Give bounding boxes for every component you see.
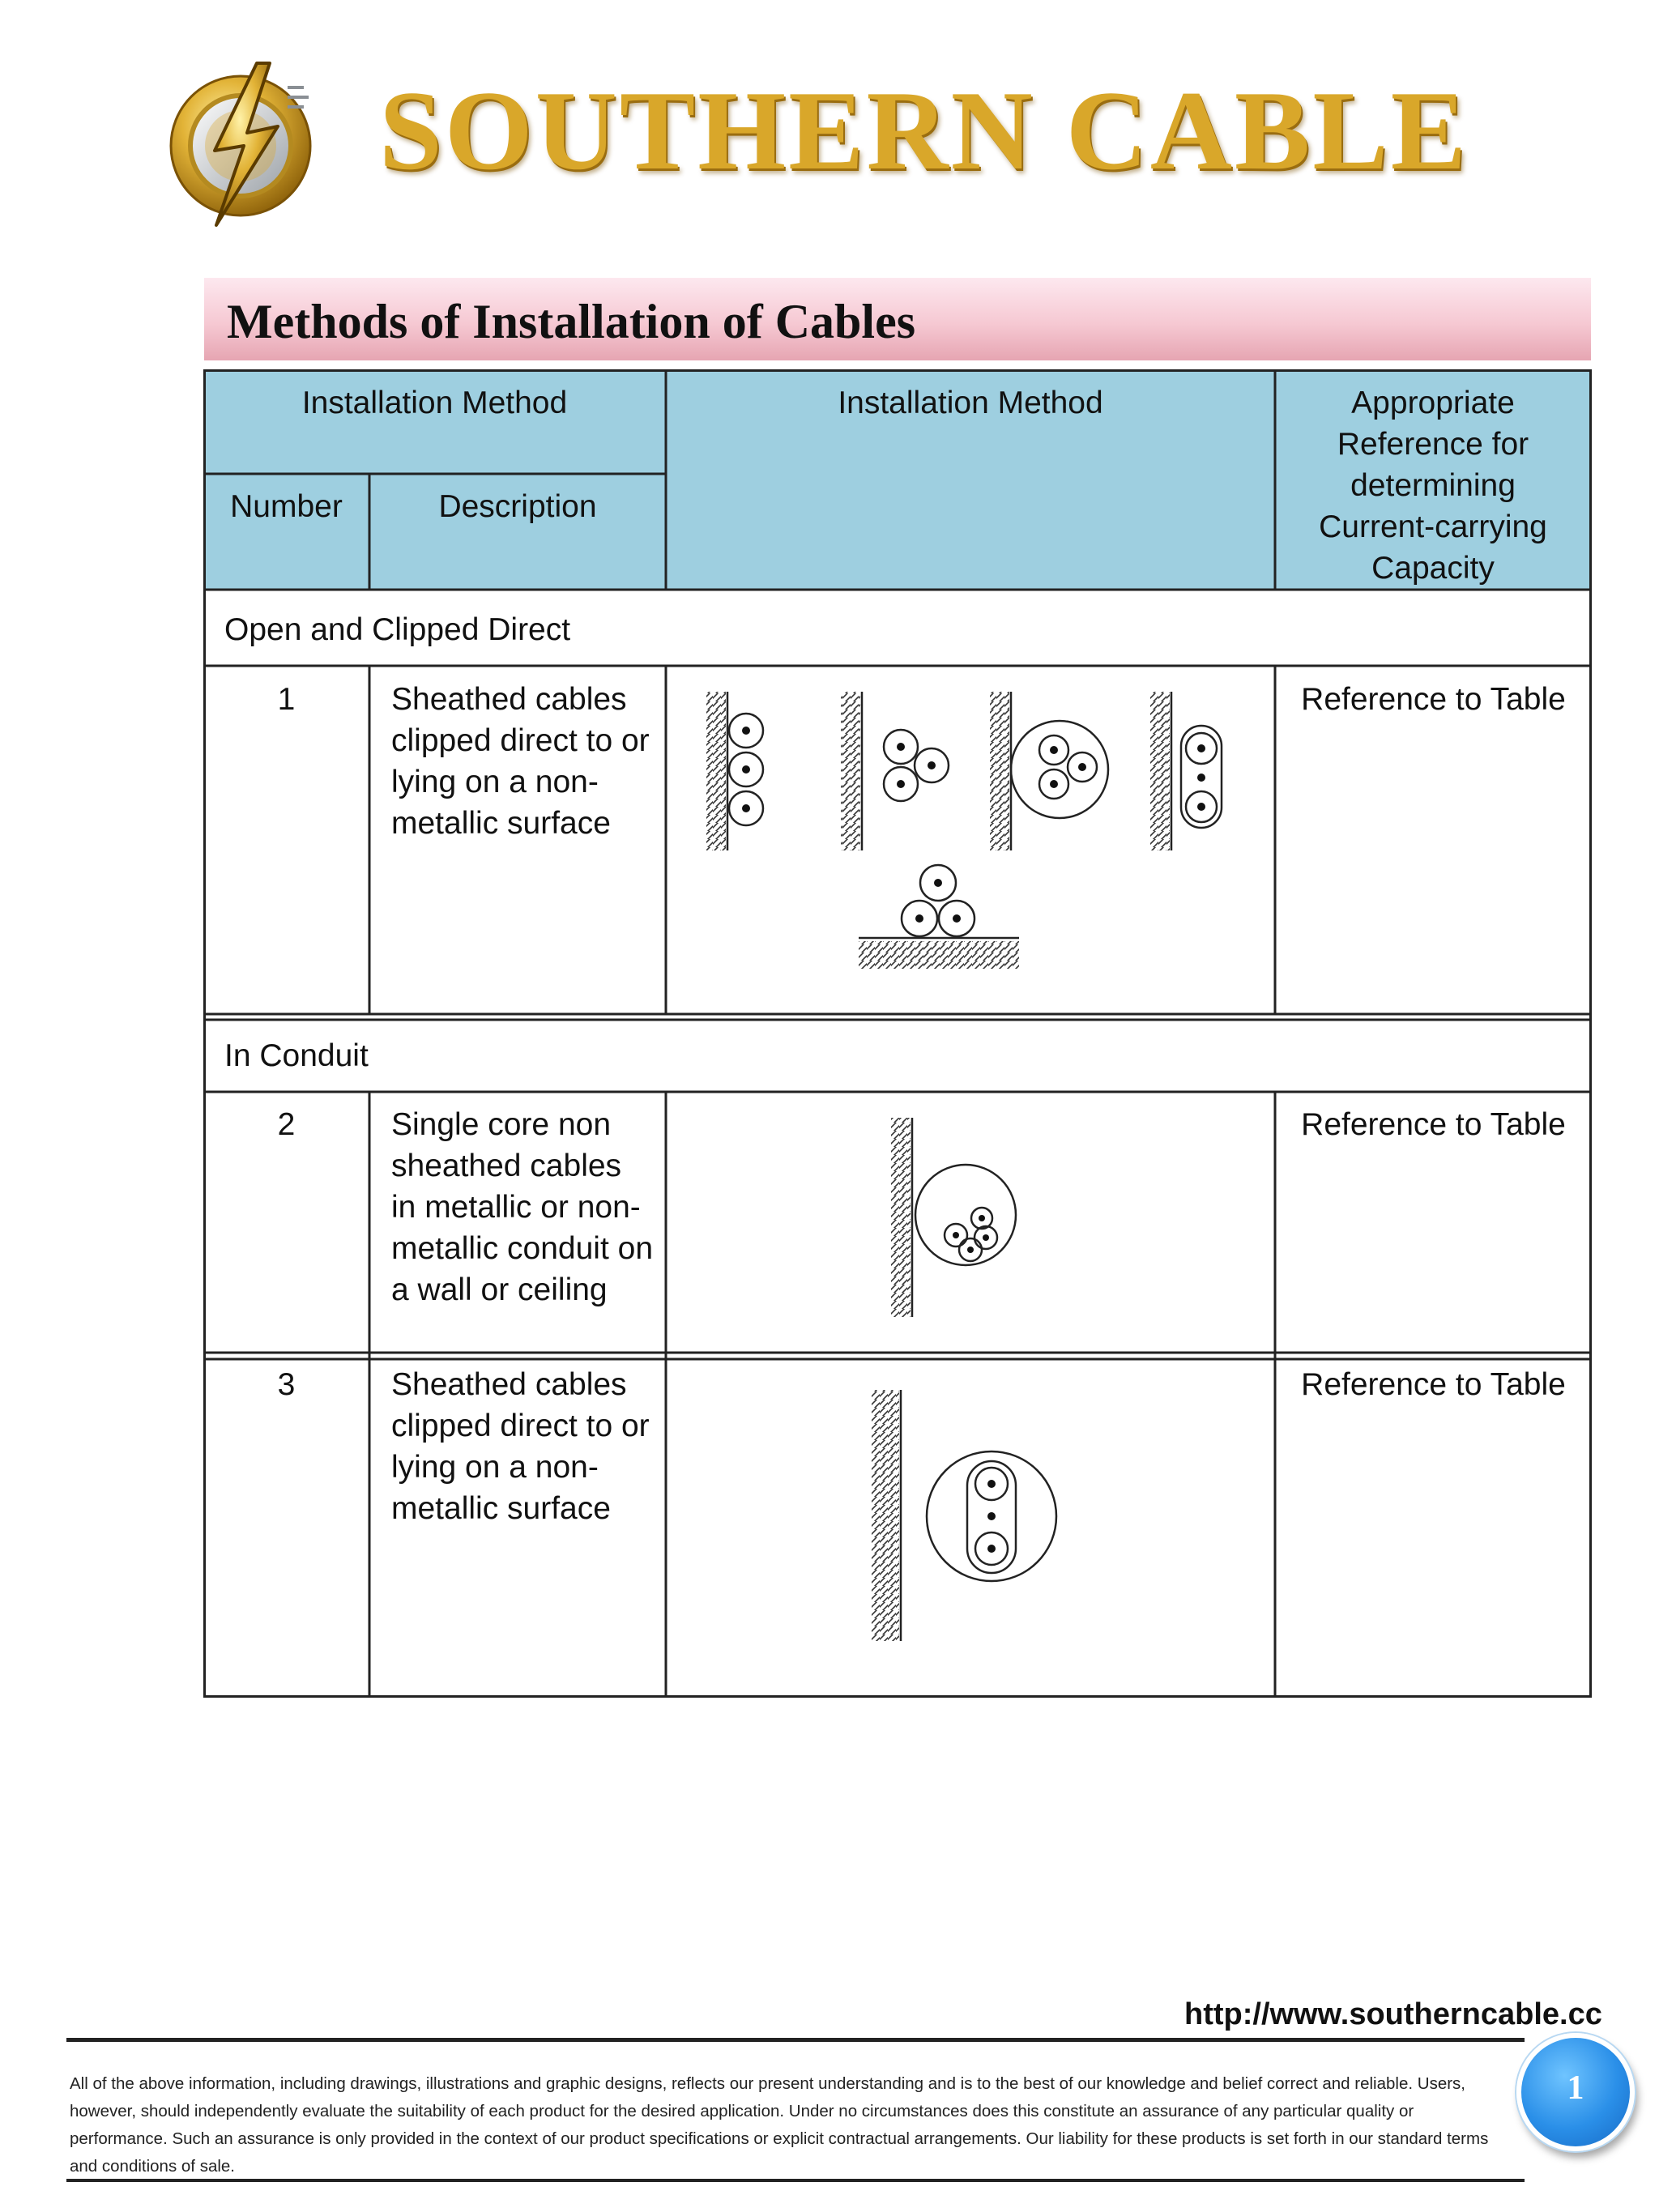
group-label-open-clipped: Open and Clipped Direct [224,612,571,647]
header-description: Description [438,489,597,524]
footer-top-rule [66,2038,1525,2042]
row-description: Single core non sheathed cables in metallic or non-metallic conduit on a wall or ceiling [391,1107,654,1307]
row-number: 3 [277,1367,296,1402]
page-number-badge [1516,2033,1635,2151]
footer-bottom-rule [66,2179,1525,2182]
group-label-in-conduit: In Conduit [224,1038,369,1073]
row-description: Sheathed cables clipped direct to or lying on a non-metallic surface [391,682,650,841]
footer-disclaimer: All of the above information, including drawings, illustrations and graphic designs, reflects our present understanding and is to the best of our knowledge and belief correct and reliable. Users, however, should independently evaluate the suitability of each product for the desired application. Under no circumstances does this constitute an assurance of any particular quality or performance. Such an assurance is only provided in the context of our product specifications or explicit contractual arrangements. Our liability for these products is set forth in our standard terms and conditions of sale. [70,2074,1489,2176]
row-reference: Reference to Table [1301,1367,1566,1402]
website-url[interactable]: http://www.southerncable.cc [1184,1997,1602,2031]
row-number: 1 [277,682,296,717]
diagram-method-2 [883,1115,1053,1323]
header-reference: Appropriate Reference for determining Current-carrying Capacity [1319,386,1547,586]
header-group-installation-method: Installation Method [301,386,568,420]
section-title-bar [204,278,1591,360]
diagram-method-3 [864,1383,1074,1651]
header-installation-method: Installation Method [838,386,1103,420]
row-reference: Reference to Table [1301,1107,1566,1142]
brand-name: SOUTHERN CABLE [379,68,1469,194]
row-number: 2 [277,1107,296,1142]
diagram-method-1 [697,685,1247,985]
page-number: 1 [1567,2069,1584,2107]
southern-cable-logo [166,55,320,232]
row-description: Sheathed cables clipped direct to or lying on a non-metallic surface [391,1367,650,1526]
row-reference: Reference to Table [1301,682,1566,717]
header-number: Number [230,489,343,524]
section-title: Methods of Installation of Cables [227,295,916,348]
